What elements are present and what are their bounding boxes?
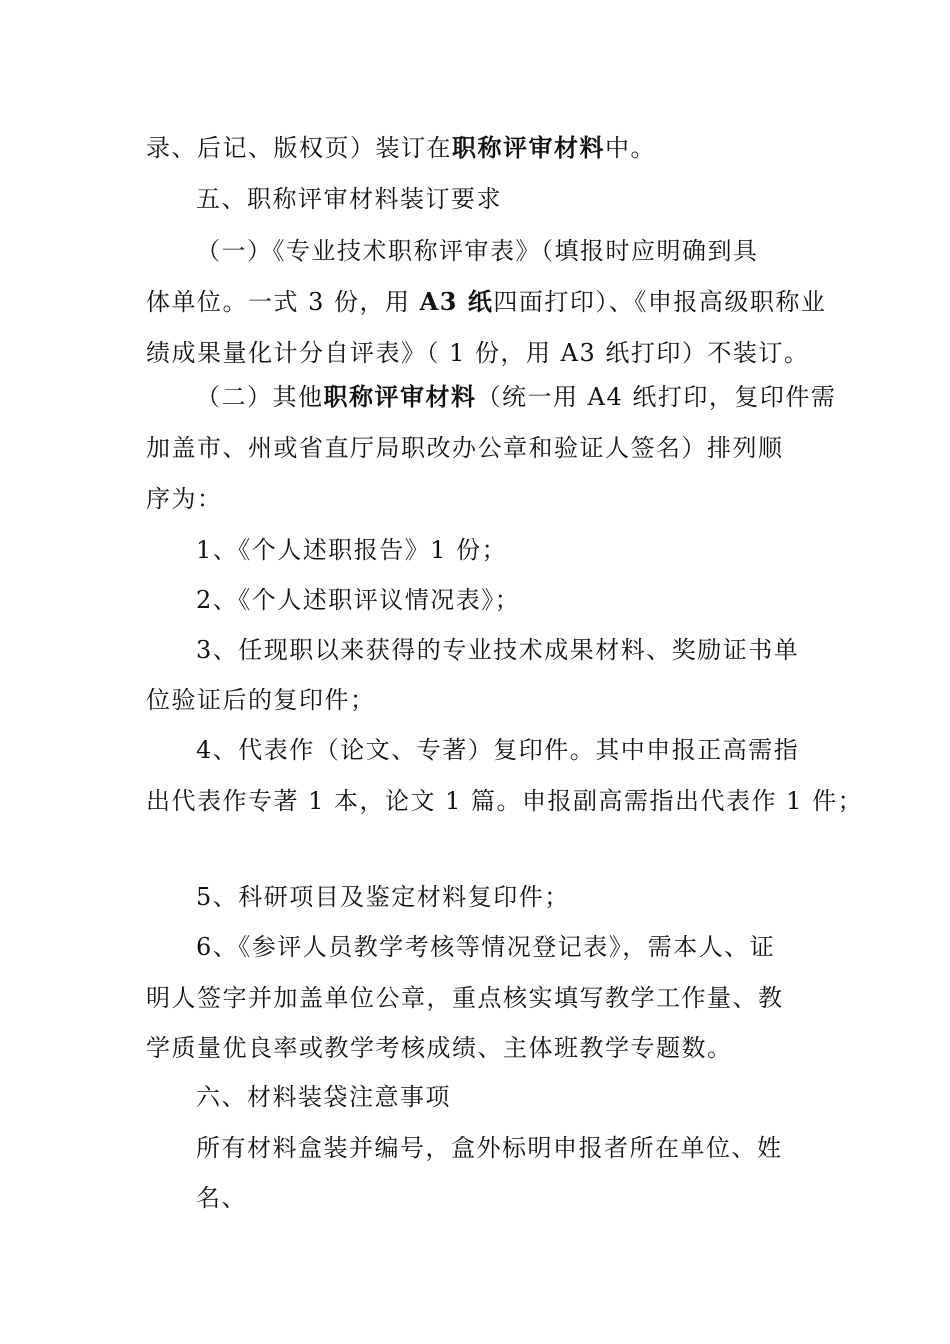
text-run: 绩成果量化计分自评表》（ 1 份，用 A3 纸打印）不装订。 [146, 339, 810, 367]
text-run: 3、任现职以来获得的专业技术成果材料、奖励证书单 [196, 636, 800, 664]
text-line [146, 1033, 733, 1063]
text-run: 四面打印）、《申报高级职称业 [493, 288, 827, 316]
list-item [196, 635, 799, 665]
text-run: 录、后记、版权页）装订在 [146, 134, 452, 162]
text-line [146, 786, 863, 816]
text-run: 学质量优良率或教学考核成绩、主体班教学专题数。 [146, 1034, 733, 1062]
text-run: 加盖市、州或省直厅局职改办公章和验证人签名）排列顺 [146, 434, 784, 462]
text-run: （一）《专业技术职称评审表》（填报时应明确到具 [196, 237, 759, 265]
text-run: 6、《参评人员教学考核等情况登记表》，需本人、证 [196, 933, 776, 961]
text-run: 出代表作专著 1 本，论文 1 篇。申报副高需指出代表作 1 件； [146, 787, 864, 815]
list-item [196, 735, 799, 765]
text-run: 4、代表作（论文、专著）复印件。其中申报正高需指 [196, 736, 800, 764]
text-line [196, 382, 836, 412]
text-run: 2、《个人述职评议情况表》； [196, 586, 521, 614]
list-item [196, 932, 775, 962]
text-run: 中。 [605, 134, 656, 162]
text-line [146, 338, 809, 368]
text-line [196, 1133, 783, 1163]
text-run: 序为： [146, 485, 223, 513]
text-run: 名、 [196, 1184, 247, 1212]
text-line [146, 983, 784, 1013]
text-line [196, 1183, 247, 1213]
text-run: （二）其他 [196, 383, 324, 411]
section-heading-5 [196, 184, 502, 214]
text-run: 1、《个人述职报告》1 份； [196, 536, 508, 564]
text-run: 六、材料装袋注意事项 [196, 1083, 451, 1111]
text-run: 明人签字并加盖单位公章，重点核实填写教学工作量、教 [146, 984, 784, 1012]
text-line [146, 484, 223, 514]
text-line [146, 685, 376, 715]
list-item [196, 535, 507, 565]
bold-term: 职称评审材料 [452, 133, 605, 162]
text-run: 5、科研项目及鉴定材料复印件； [196, 883, 570, 911]
text-run: 体单位。一式 3 份，用 [146, 288, 420, 316]
bold-term: A3 纸 [419, 287, 494, 316]
text-run: 五、职称评审材料装订要求 [196, 185, 502, 213]
text-run: 位验证后的复印件； [146, 686, 376, 714]
section-heading-6 [196, 1082, 451, 1112]
bold-term: 职称评审材料 [323, 382, 477, 411]
text-run: 所有材料盒装并编号，盒外标明申报者所在单位、姓 [196, 1134, 783, 1162]
list-item [196, 882, 570, 912]
list-item [196, 585, 520, 615]
text-line [146, 133, 656, 163]
text-line [146, 433, 784, 463]
text-run: （统一用 A4 纸打印，复印件需 [476, 383, 837, 411]
text-line [146, 287, 826, 317]
text-line [196, 236, 759, 266]
